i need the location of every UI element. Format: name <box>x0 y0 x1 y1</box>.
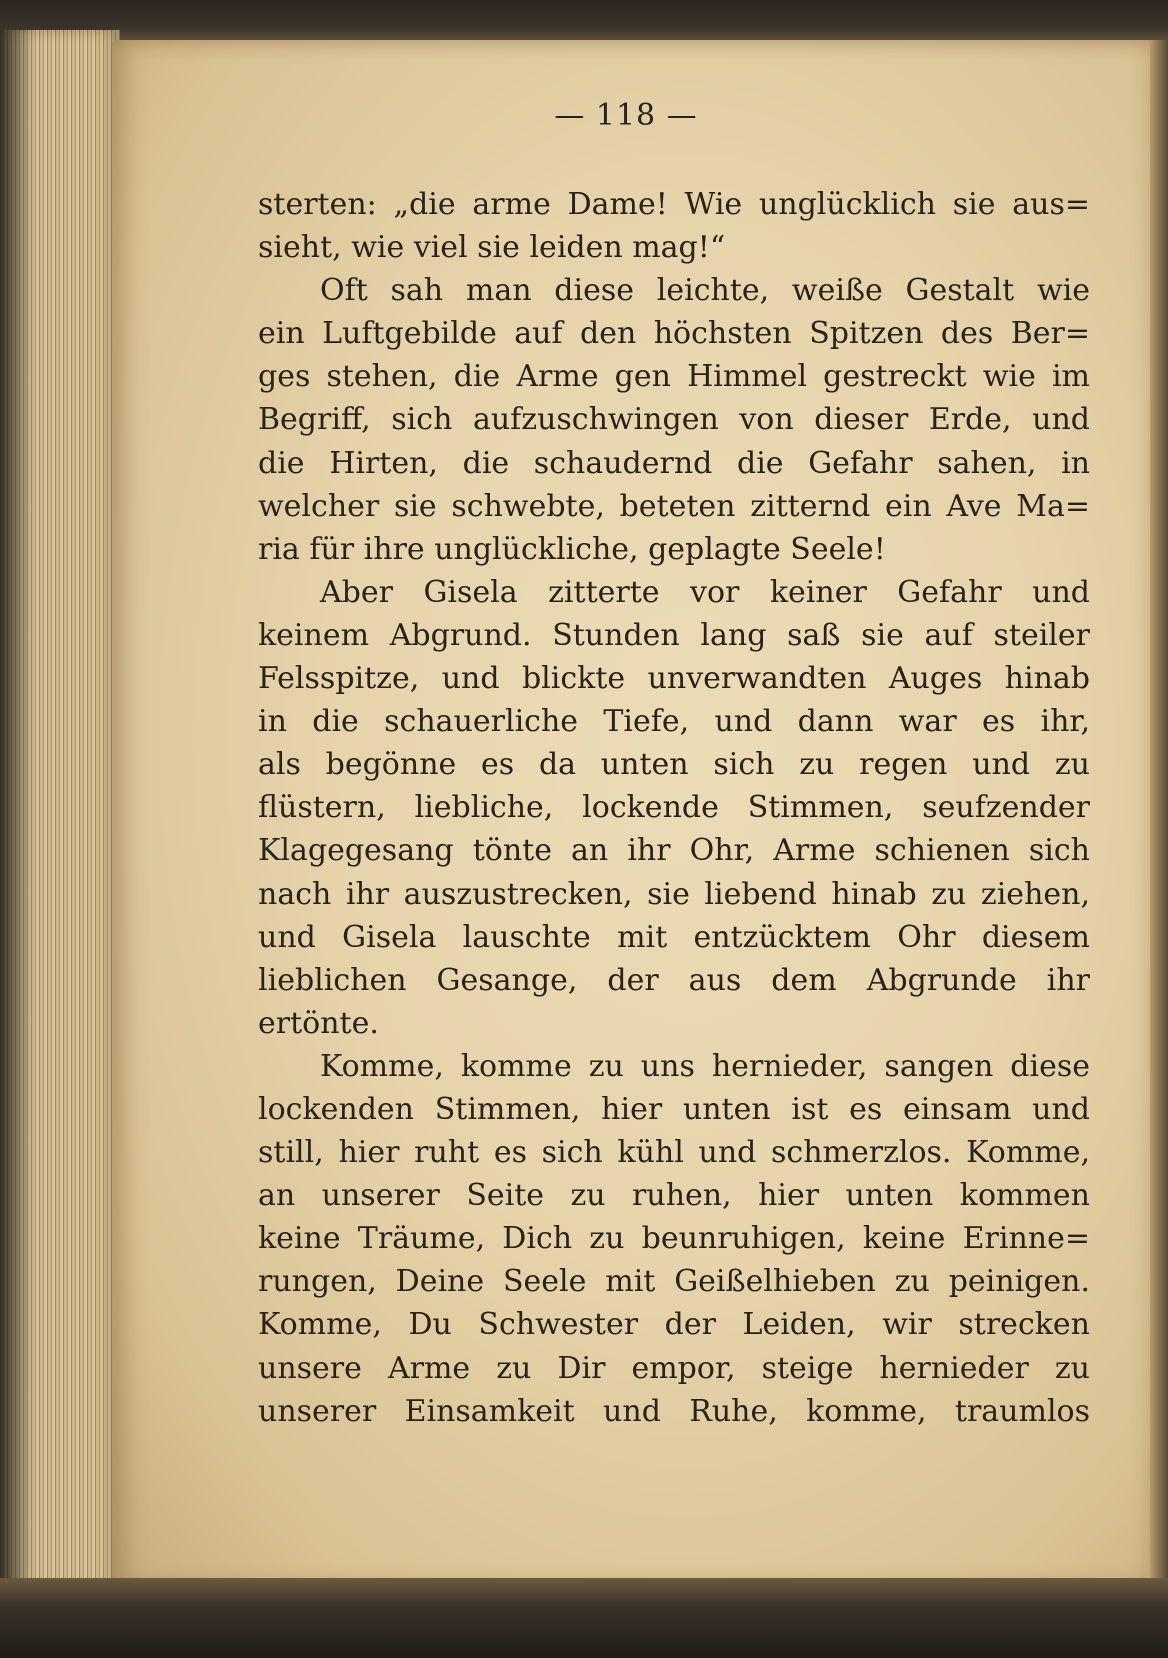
text-line: nach ihr auszustrecken, sie liebend hinab zu ziehen, <box>258 876 1090 912</box>
text-line: ertönte. <box>258 1005 379 1041</box>
text-line: Felsspitze, und blickte unverwandten Auges hinab <box>258 661 1090 697</box>
text-line: sieht, wie viel sie leiden mag!“ <box>258 230 726 266</box>
text-line: Aber Gisela zitterte vor keiner Gefahr und <box>320 574 1090 610</box>
text-line: die Hirten, die schaudernd die Gefahr sahen, in <box>258 445 1090 481</box>
text-line: still, hier ruht es sich kühl und schmerzlos. Komme, <box>258 1135 1090 1171</box>
text-line: unserer Einsamkeit und Ruhe, komme, traumlos <box>258 1393 1090 1429</box>
text-line: ein Luftgebilde auf den höchsten Spitzen des Ber= <box>258 316 1090 352</box>
page-right-edge <box>1150 40 1168 1588</box>
text-line: ria für ihre unglückliche, geplagte Seele! <box>258 531 886 567</box>
text-line: welcher sie schwebte, beteten zitternd ein Ave Ma= <box>258 488 1090 524</box>
text-line: Oft sah man diese leichte, weiße Gestalt wie <box>320 273 1090 309</box>
text-line: Komme, Du Schwester der Leiden, wir strecken <box>258 1307 1090 1343</box>
text-line: flüstern, liebliche, lockende Stimmen, seufzender <box>258 790 1090 826</box>
text-line: sterten: „die arme Dame! Wie unglücklich sie aus= <box>258 187 1090 222</box>
page-body-text <box>258 183 1090 1433</box>
text-line: Begriff, sich aufzuschwingen von dieser Erde, und <box>258 402 1090 438</box>
page-number: — 118 — <box>554 98 698 133</box>
text-line: und Gisela lauschte mit entzücktem Ohr diesem <box>258 919 1090 955</box>
text-line: Klagegesang tönte an ihr Ohr, Arme schienen sich <box>258 833 1090 869</box>
text-line: Komme, komme zu uns hernieder, sangen diese <box>320 1048 1090 1084</box>
text-line: an unserer Seite zu ruhen, hier unten kommen <box>258 1178 1090 1214</box>
book-bottom-edge <box>0 1578 1168 1658</box>
text-line: lockenden Stimmen, hier unten ist es einsam und <box>258 1091 1090 1127</box>
text-line: keinem Abgrund. Stunden lang saß sie auf steiler <box>258 617 1090 653</box>
text-line: rungen, Deine Seele mit Geißelhieben zu peinigen. <box>258 1264 1090 1300</box>
page-stack-shadow <box>0 30 34 1590</box>
text-line: lieblichen Gesange, der aus dem Abgrunde ihr <box>258 962 1090 998</box>
text-line: in die schauerliche Tiefe, und dann war es ihr, <box>258 704 1090 740</box>
text-line: ges stehen, die Arme gen Himmel gestreckt wie im <box>258 359 1090 395</box>
text-line: als begönne es da unten sich zu regen und zu <box>258 747 1090 783</box>
text-line: keine Träume, Dich zu beunruhigen, keine Erinne= <box>258 1221 1090 1257</box>
text-line: unsere Arme zu Dir empor, steige hernieder zu <box>258 1350 1090 1386</box>
